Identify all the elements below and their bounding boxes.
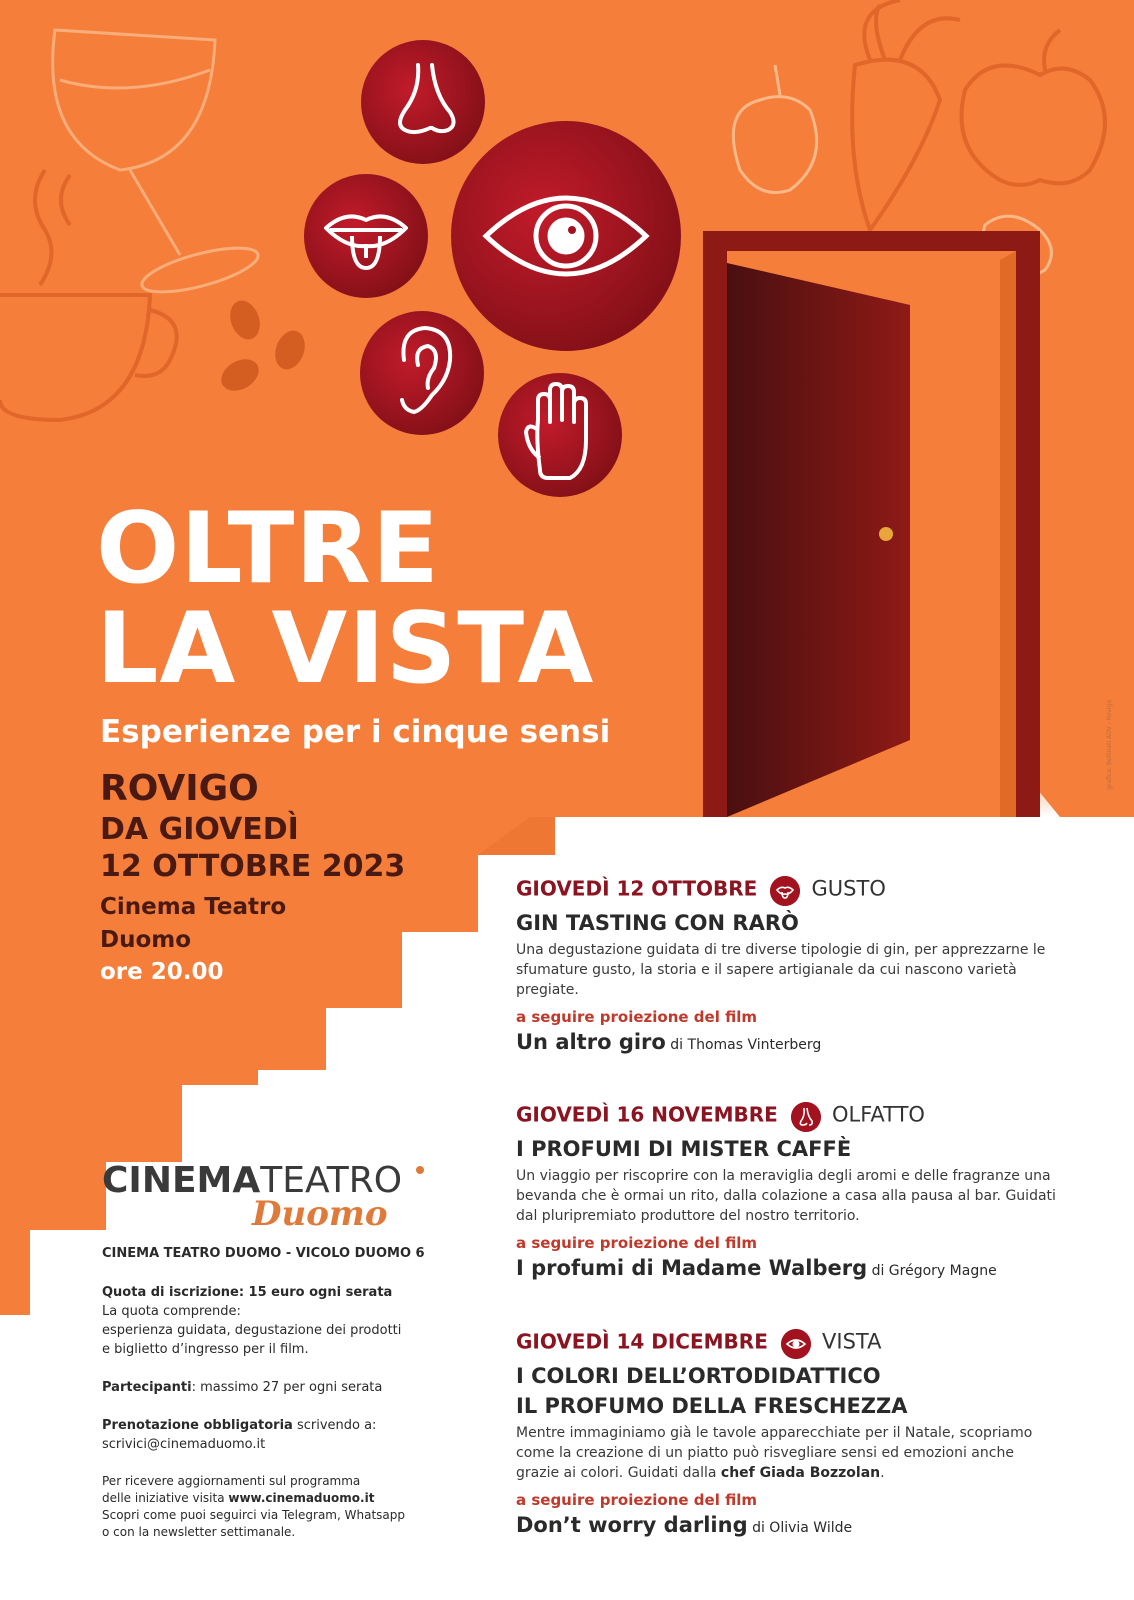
subtitle: Esperienze per i cinque sensi	[100, 714, 611, 750]
mouth-icon	[770, 876, 800, 906]
cinema-logo	[102, 1160, 432, 1235]
event-2	[516, 1102, 1061, 1280]
start-date-line-1: DA GIOVEDÌ	[100, 812, 299, 847]
event-3	[516, 1329, 1061, 1537]
participants-text: : massimo 27 per ogni serata	[191, 1380, 383, 1395]
nose-circle	[361, 40, 485, 164]
event-date: GIOVEDÌ 12 OTTOBRE	[516, 876, 758, 901]
event-headline-1: I COLORI DELL’ORTODIDATTICO	[516, 1364, 881, 1388]
updates-line-1: Per ricevere aggiornamenti sul programma	[102, 1474, 361, 1488]
updates-line-2: delle iniziative visita www.cinemaduomo.it	[102, 1491, 375, 1505]
fee-title: Quota di iscrizione: 15 euro ogni serata	[102, 1285, 393, 1300]
booking-label: Prenotazione obbligatoria	[102, 1418, 293, 1433]
title-line-2: LA VISTA	[96, 592, 595, 706]
website-link[interactable]: www.cinemaduomo.it	[228, 1491, 375, 1505]
event-1	[516, 876, 1061, 1054]
event-3-header	[516, 1329, 1061, 1359]
address: CINEMA TEATRO DUOMO - VICOLO DUOMO 6	[102, 1246, 425, 1261]
venue-line-1: Cinema Teatro	[100, 894, 287, 920]
fee-line-1: La quota comprende:	[102, 1304, 241, 1319]
logo-teatro: TEATRO	[260, 1160, 403, 1201]
eye-icon	[781, 1329, 811, 1359]
event-sense: OLFATTO	[832, 1102, 925, 1127]
event-date: GIOVEDÌ 14 DICEMBRE	[516, 1329, 768, 1354]
ear-circle	[360, 311, 484, 435]
event-1-header	[516, 876, 1061, 906]
film-director: di Olivia Wilde	[747, 1520, 853, 1536]
event-date: GIOVEDÌ 16 NOVEMBRE	[516, 1102, 778, 1127]
event-followup: a seguire proiezione del film	[516, 1234, 757, 1252]
booking-email[interactable]: scrivici@cinemaduomo.it	[102, 1437, 266, 1452]
event-headline: GIN TASTING CON RARÒ	[516, 911, 799, 935]
eye-circle	[451, 121, 681, 351]
event-headline: I PROFUMI DI MISTER CAFFÈ	[516, 1137, 852, 1161]
event-film	[516, 1256, 1061, 1280]
event-film	[516, 1030, 1061, 1054]
start-date-line-2: 12 OTTOBRE 2023	[100, 849, 406, 884]
event-followup: a seguire proiezione del film	[516, 1491, 757, 1509]
venue-line-2: Duomo	[100, 927, 192, 953]
event-2-header	[516, 1102, 1061, 1132]
film-director: di Thomas Vinterberg	[665, 1037, 822, 1053]
event-description: Mentre immaginiamo già le tavole apparecchiate per il Natale, scopriamo come la creazione di un piatto può risvegliare sensi ed emozioni anche grazie ai colori. Guidati dalla chef Giada Bozzolan.	[516, 1425, 1033, 1481]
event-sense: GUSTO	[811, 876, 886, 901]
fee-line-2: esperienza guidata, degustazione dei prodotti	[102, 1323, 402, 1338]
mouth-circle	[304, 174, 428, 298]
logo-dot	[416, 1166, 424, 1174]
event-description: Una degustazione guidata di tre diverse tipologie di gin, per apprezzarne le sfumature gusto, la storia e il sapere artigianale da cui nascono varietà pregiate.	[516, 942, 1046, 998]
title-line-1: OLTRE	[96, 492, 440, 606]
event-followup: a seguire proiezione del film	[516, 1008, 757, 1026]
updates-line-4: o con la newsletter settimanale.	[102, 1525, 296, 1539]
logo-duomo: Duomo	[252, 1194, 388, 1234]
event-film	[516, 1513, 1061, 1537]
graphic-credit: grafica: Bellinati ADV - Rovigo	[1106, 700, 1113, 790]
participants	[102, 1378, 432, 1397]
participants-label: Partecipanti	[102, 1380, 192, 1395]
updates-line-3: Scopri come puoi seguirci via Telegram, Whatsapp	[102, 1508, 405, 1522]
booking-text: scrivendo a:	[292, 1418, 377, 1433]
logo-cinema: CINEMA	[102, 1160, 261, 1201]
booking	[102, 1416, 432, 1435]
venue-info	[102, 1244, 432, 1541]
open-door-icon	[703, 231, 1060, 817]
city: ROVIGO	[100, 768, 259, 809]
film-title: I profumi di Madame Walberg	[516, 1256, 868, 1280]
start-time: ore 20.00	[100, 959, 224, 985]
fee-line-3: e biglietto d’ingresso per il film.	[102, 1342, 309, 1357]
hand-circle	[498, 373, 622, 497]
nose-icon	[791, 1102, 821, 1132]
event-headline-2: IL PROFUMO DELLA FRESCHEZZA	[516, 1394, 908, 1418]
film-title: Don’t worry darling	[516, 1513, 748, 1537]
event-sense: VISTA	[822, 1329, 882, 1354]
film-director: di Grégory Magne	[867, 1263, 997, 1279]
film-title: Un altro giro	[516, 1030, 666, 1054]
event-description: Un viaggio per riscoprire con la meraviglia degli aromi e delle fragranze una bevanda che è ormai un rito, dalla colazione a casa alla pausa al bar. Guidati dal pluripremiato produttore del nostro territorio.	[516, 1168, 1056, 1224]
